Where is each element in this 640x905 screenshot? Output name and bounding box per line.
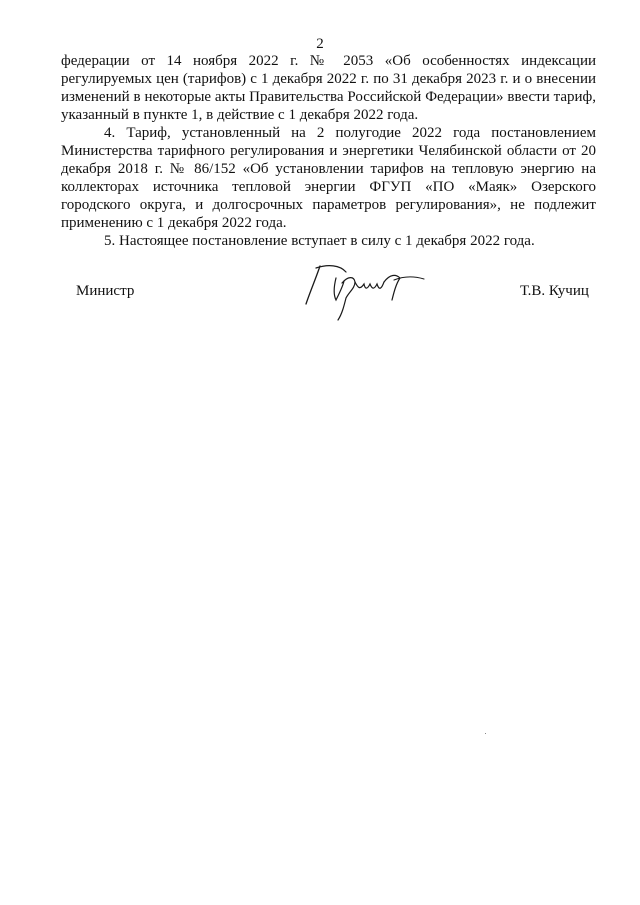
- scan-speck: [485, 733, 486, 734]
- signatory-name: Т.В. Кучиц: [520, 283, 589, 299]
- paragraph-continuation: федерации от 14 ноября 2022 г. № 2053 «Об особенностях индексации регулируемых цен (тарифов) с 1 декабря 2022 г. по 31 декабря 2023 г. и о внесении изменений в некоторые акты Правительства Российской Федерации» ввести тариф, указанный в пункте 1, в действие с 1 декабря 2022 года.: [61, 53, 596, 123]
- signatory-role: Министр: [76, 283, 135, 299]
- paragraph-item-5: 5. Настоящее постановление вступает в силу с 1 декабря 2022 года.: [104, 233, 535, 249]
- handwritten-signature: [298, 256, 428, 328]
- page-number: 2: [316, 36, 324, 52]
- paragraph-item-4: 4. Тариф, установленный на 2 полугодие 2022 года постановлением Министерства тарифного регулирования и энергетики Челябинской области от 20 декабря 2018 г. № 86/152 «Об установлении тарифов на тепловую энергию на коллекторах источника тепловой энергии ФГУП «ПО «Маяк» Озерского городского округа, и долгосрочных параметров регулирования», не подлежит применению с 1 декабря 2022 года.: [61, 125, 596, 231]
